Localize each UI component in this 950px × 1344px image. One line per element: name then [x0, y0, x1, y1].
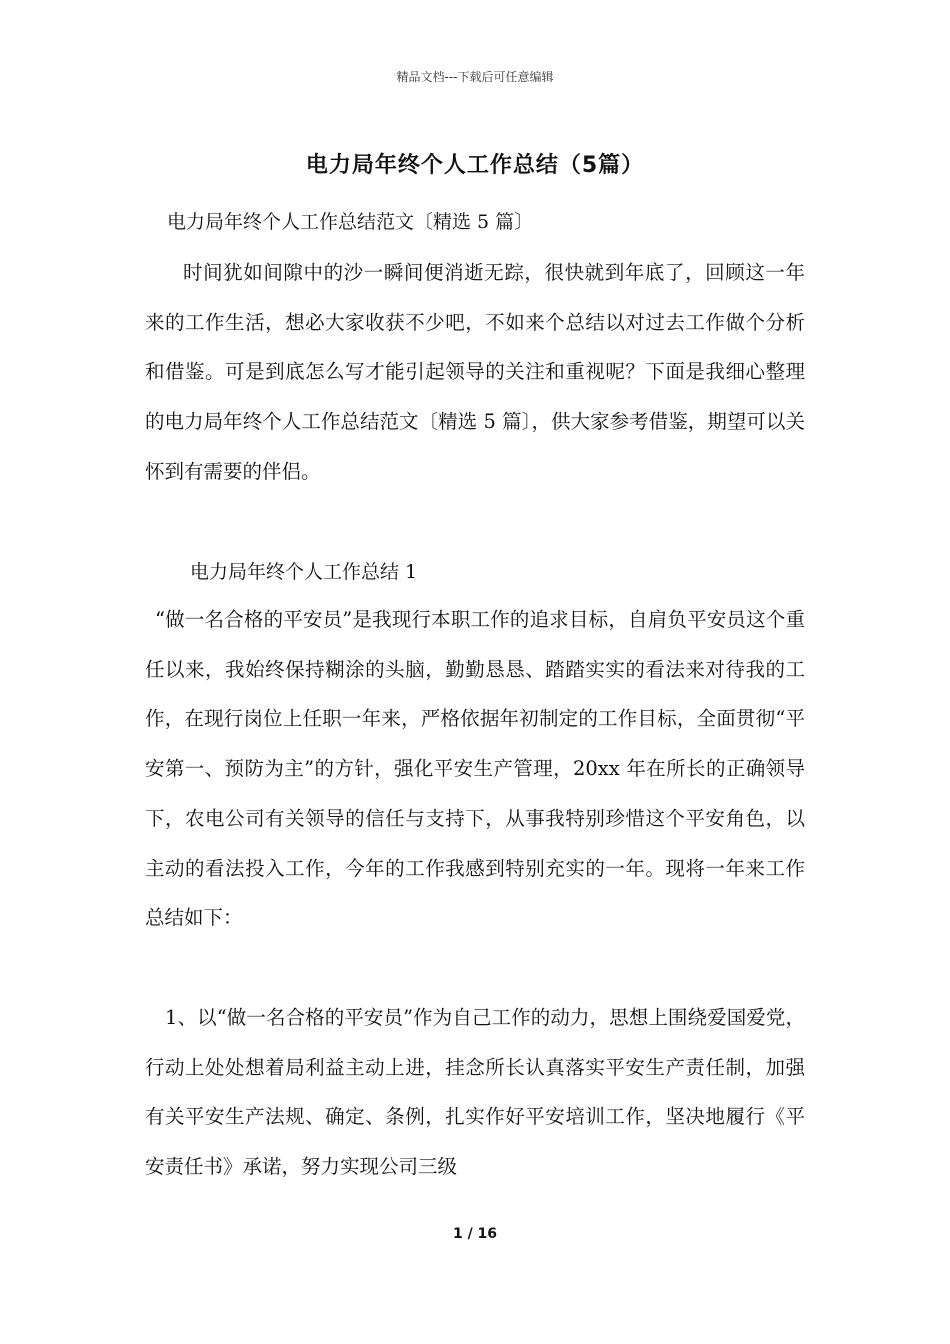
section-heading: 电力局年终个人工作总结 1: [190, 561, 418, 583]
body-paragraph-2: 1、以“做一名合格的平安员”作为自己工作的动力，思想上围绕爱国爱党，行动上处处想着局利益主动上进，挂念所长认真落实平安生产责任制，加强有关平安生产法规、确定、条例，扎实作好平安培训工作，坚决地履行《平安责任书》承诺，努力实现公司三级: [145, 1006, 805, 1179]
page-header: 精品文档---下载后可任意编辑: [396, 70, 554, 84]
intro-paragraph: 时间犹如间隙中的沙一瞬间便消逝无踪，很快就到年底了，回顾这一年来的工作生活，想必大家收获不少吧，不如来个总结以对过去工作做个分析和借鉴。可是到底怎么写才能引起领导的关注和重视呢？下面是我细心整理的电力局年终个人工作总结范文〔精选 5 篇〕，供大家参考借鉴，期望可以关怀到有需要的伴侣。: [145, 261, 805, 483]
document-subtitle: 电力局年终个人工作总结范文〔精选 5 篇〕: [167, 211, 534, 233]
body-paragraph-1: “做一名合格的平安员”是我现行本职工作的追求目标，自肩负平安员这个重任以来，我始终保持糊涂的头脑，勤勤恳恳、踏踏实实的看法来对待我的工作，在现行岗位上任职一年来，严格依据年初制定的工作目标，全面贯彻“平安第一、预防为主”的方针，强化平安生产管理，20xx 年在所长的正确领导下，农电公司有关领导的信任与支持下，从事我特别珍惜这个平安角色，以主动的看法投入工作，今年的工作我感到特别充实的一年。现将一年来工作总结如下：: [145, 608, 805, 930]
document-title: 电力局年终个人工作总结（5篇）: [305, 153, 645, 178]
page-number: 1 / 16: [452, 1226, 498, 1242]
